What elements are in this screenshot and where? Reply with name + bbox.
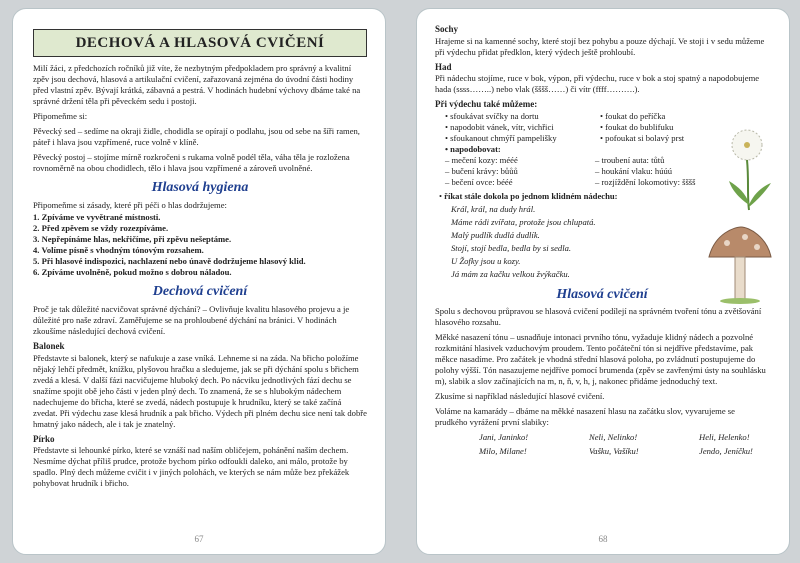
balloon-paragraph: Představte si balonek, který se nafukuje a zase vníká. Lehneme si na záda. Na břicho položíme nějaký lehčí předmět, knížku, plyšovou hračku a sledujeme, jak se při dýchání spolu s břichem zvedá a klesá. V další fázi nacvičujeme hluboký dech. Po nácviku jednotlivých fází dechu se snažíme spojit obě jeho části v jeden plný dech. To znamená, že se s hlubokým nádechem nadechujeme do břicha, které se zvedá, nádech postupuje k hrudníku, který se také začíná zvedat. Při výdechu zase klesá hrudník a pak břicho. Výdech při plném dechu sice není tak dobře hmatný jako nádech, ale i tak je znatelný.	[33, 352, 367, 429]
greetings	[479, 432, 769, 457]
snake-heading: Had	[435, 61, 452, 72]
voice-intro: Spolu s dechovou průpravou se hlasová cvičení podílejí na správném tvoření tónu a zvětšování hlasového rozsahu.	[435, 306, 762, 328]
page-number: 68	[598, 534, 608, 545]
list-item: • sfoukanout chmýří pampelišky	[445, 133, 590, 144]
page-number: 67	[194, 534, 204, 545]
try-exercise: Zkusíme si například následující hlasové cvičení.	[435, 391, 605, 402]
list-item: 2. Před zpěvem se vždy rozezpíváme.	[33, 223, 169, 234]
breathing-intro: Proč je tak důležité nacvičovat správné dýchání? – Ovlivňuje kvalitu hlasového projevu a je důležité pro naše zdraví. Zaměřujeme se na prohloubené dýchání na bránici. V hodinách zkoušíme následující dechová cvičení.	[33, 304, 350, 336]
soft-onset-paragraph: Měkké nasazení tónu – usnadňuje intonaci prvního tónu, vyžaduje klidný nádech a pozvolné rozkmitání hlasivek vzduchovým proudem. Tento počáteční tón si nejdříve představíme, pak měkce nasadíme. Pro začátek je vhodná střední hlasová poloha, po zvládnutí postupujeme do polohy výšší. Tón nasazujeme nejdříve pomocí brumenda (zpěv se zavřenými ústy na souhlásku m), slabik a slov začínajících na m, n, ň, v, h, j, nakonec přidáme jednoduchý text.	[435, 332, 766, 387]
list-item: Milo, Milane!	[479, 446, 527, 457]
list-item: – bečení ovce: bééé	[445, 176, 513, 187]
list-item: Malý pudlík dudlá dudlík.	[451, 229, 540, 240]
list-item: • napodobovat:	[445, 144, 590, 155]
balloon-heading: Balonek	[33, 341, 65, 351]
hygiene-heading: Hlasová hygiena	[151, 180, 249, 196]
list-item: Král, král, na dudy hrál.	[451, 203, 536, 214]
intro-paragraph: Milí žáci, z předchozích ročníků již víte, že nezbytným předpokladem pro správný a kvalitní zpěv jsou dechová, hlasová a artikulační cvičení, zařazovaná zejména do úvodní části hodiny před vlastní zpěv. Bývají krátká, zábavná a pestrá. V hodinách hudební výchovy dbáme také na správné držení těla při pěveckém sedu i postoji.	[33, 63, 361, 107]
list-item: • pofoukat si bolavý prst	[600, 133, 684, 144]
voice-heading: Hlasová cvičení	[556, 286, 648, 302]
feather-paragraph: Představte si lehounké pírko, které se vznáší nad naším obličejem, pohánění naším dechem. Nesmíme dýchat příliš prudce, protože bychom pírko odfoukli daleko, ani málo, protože by spadlo. Plný dech můžeme cvičit i v jiných polohách, ve kterých se nám může bez překážek pohybovat hrudník i břicho.	[33, 445, 350, 489]
breathing-heading: Dechová cvičení	[152, 284, 248, 300]
list-item: – mečení kozy: mééé	[445, 154, 518, 165]
list-item: Jendo, Jeníčku!	[699, 446, 753, 457]
remember-label: Připomeňme si:	[33, 111, 88, 122]
exhale-list-right	[590, 111, 684, 144]
list-item: – troubení auta: tůtů	[595, 154, 665, 165]
list-item: • sfoukávat svíčky na dortu	[445, 111, 590, 122]
statues-heading: Sochy	[435, 24, 459, 34]
list-item: Stojí, stojí bedla, bedla by si sedla.	[451, 242, 572, 253]
snake-paragraph: Při nádechu stojíme, ruce v bok, výpon, při výdechu, ruce v bok a stoj spatný a napodobujeme hada (ssss……..) nebo vlak (šššš……) či vítr (ffff……….).	[435, 73, 760, 95]
list-item: 6. Zpíváme uvolněně, pokud možno s dobrou náladou.	[33, 267, 232, 278]
call-friends-paragraph: Voláme na kamarády – dbáme na měkké nasazení hlasu na začátku slov, vyvarujeme se prudkého vyrážení první slabiky:	[435, 406, 735, 428]
list-item: Jani, Janinko!	[479, 432, 529, 443]
list-item: Já mám za kačku velkou žvýkačku.	[451, 268, 570, 279]
exhale-lists	[435, 111, 769, 155]
list-item: 5. Při hlasové indispozici, nachlazení nebo únavě dodržujeme hlasový klid.	[33, 256, 306, 267]
exhale-heading: Při výdechu také můžeme:	[435, 99, 538, 110]
singing-seat-paragraph: Pěvecký sed – sedíme na okraji židle, chodidla se opírají o podlahu, jsou od sebe na šíři ramen, páteř i hlava jsou vzpřímené, ruce volně v klíně.	[33, 126, 360, 148]
list-item: – rozjíždění lokomotivy: šššš	[595, 176, 696, 187]
list-item: U Žofky jsou u kozy.	[451, 255, 521, 266]
animal-sounds	[445, 155, 769, 188]
right-page	[416, 8, 790, 555]
list-item: • foukat do peříčka	[600, 111, 684, 122]
list-item: 1. Zpíváme ve vyvětrané místnosti.	[33, 212, 161, 223]
list-item: Neli, Nelinko!	[589, 432, 638, 443]
singing-stance-paragraph: Pěvecký postoj – stojíme mírně rozkročeni s rukama volně podél těla, váha těla je rozložena rovnoměrně na obou chodidlech, tělo i hlava jsou vzpřímené a zároveň uvolněné.	[33, 152, 350, 174]
page-title: DECHOVÁ A HLASOVÁ CVIČENÍ	[33, 29, 367, 57]
list-item: Heli, Helenko!	[699, 432, 750, 443]
list-item: – houkání vlaku: húúú	[595, 165, 673, 176]
statues-paragraph: Hrajeme si na kamenné sochy, které stojí bez pohybu a pouze dýchají. Ve stoji i v sedu můžeme při výdechu přidat předklon, který výdech ještě prohloubí.	[435, 35, 765, 57]
list-item: Máme rádi zvířata, protože jsou chlupatá.	[451, 216, 596, 227]
list-item: Vašku, Vašíku!	[589, 446, 639, 457]
hygiene-intro: Připomeňme si zásady, které při péči o hlas dodržujeme:	[33, 200, 227, 211]
list-item: • napodobit vánek, vítr, vichřici	[445, 122, 590, 133]
list-item: • foukat do bublifuku	[600, 122, 684, 133]
dandelion-illustration	[725, 125, 775, 213]
list-item: – bučení krávy: bůůů	[445, 165, 518, 176]
hygiene-rules	[33, 212, 367, 278]
say-repeatedly: • říkat stále dokola po jednom klidném nádechu:	[439, 190, 618, 201]
feather-heading: Pírko	[33, 433, 55, 444]
list-item: 3. Nepřepínáme hlas, nekřičíme, při zpěvu nešeptáme.	[33, 234, 232, 245]
left-page	[12, 8, 386, 555]
exhale-list-left	[435, 111, 590, 155]
mushroom-illustration	[705, 223, 775, 305]
list-item: 4. Volíme písně s vhodným tónovým rozsahem.	[33, 245, 204, 256]
